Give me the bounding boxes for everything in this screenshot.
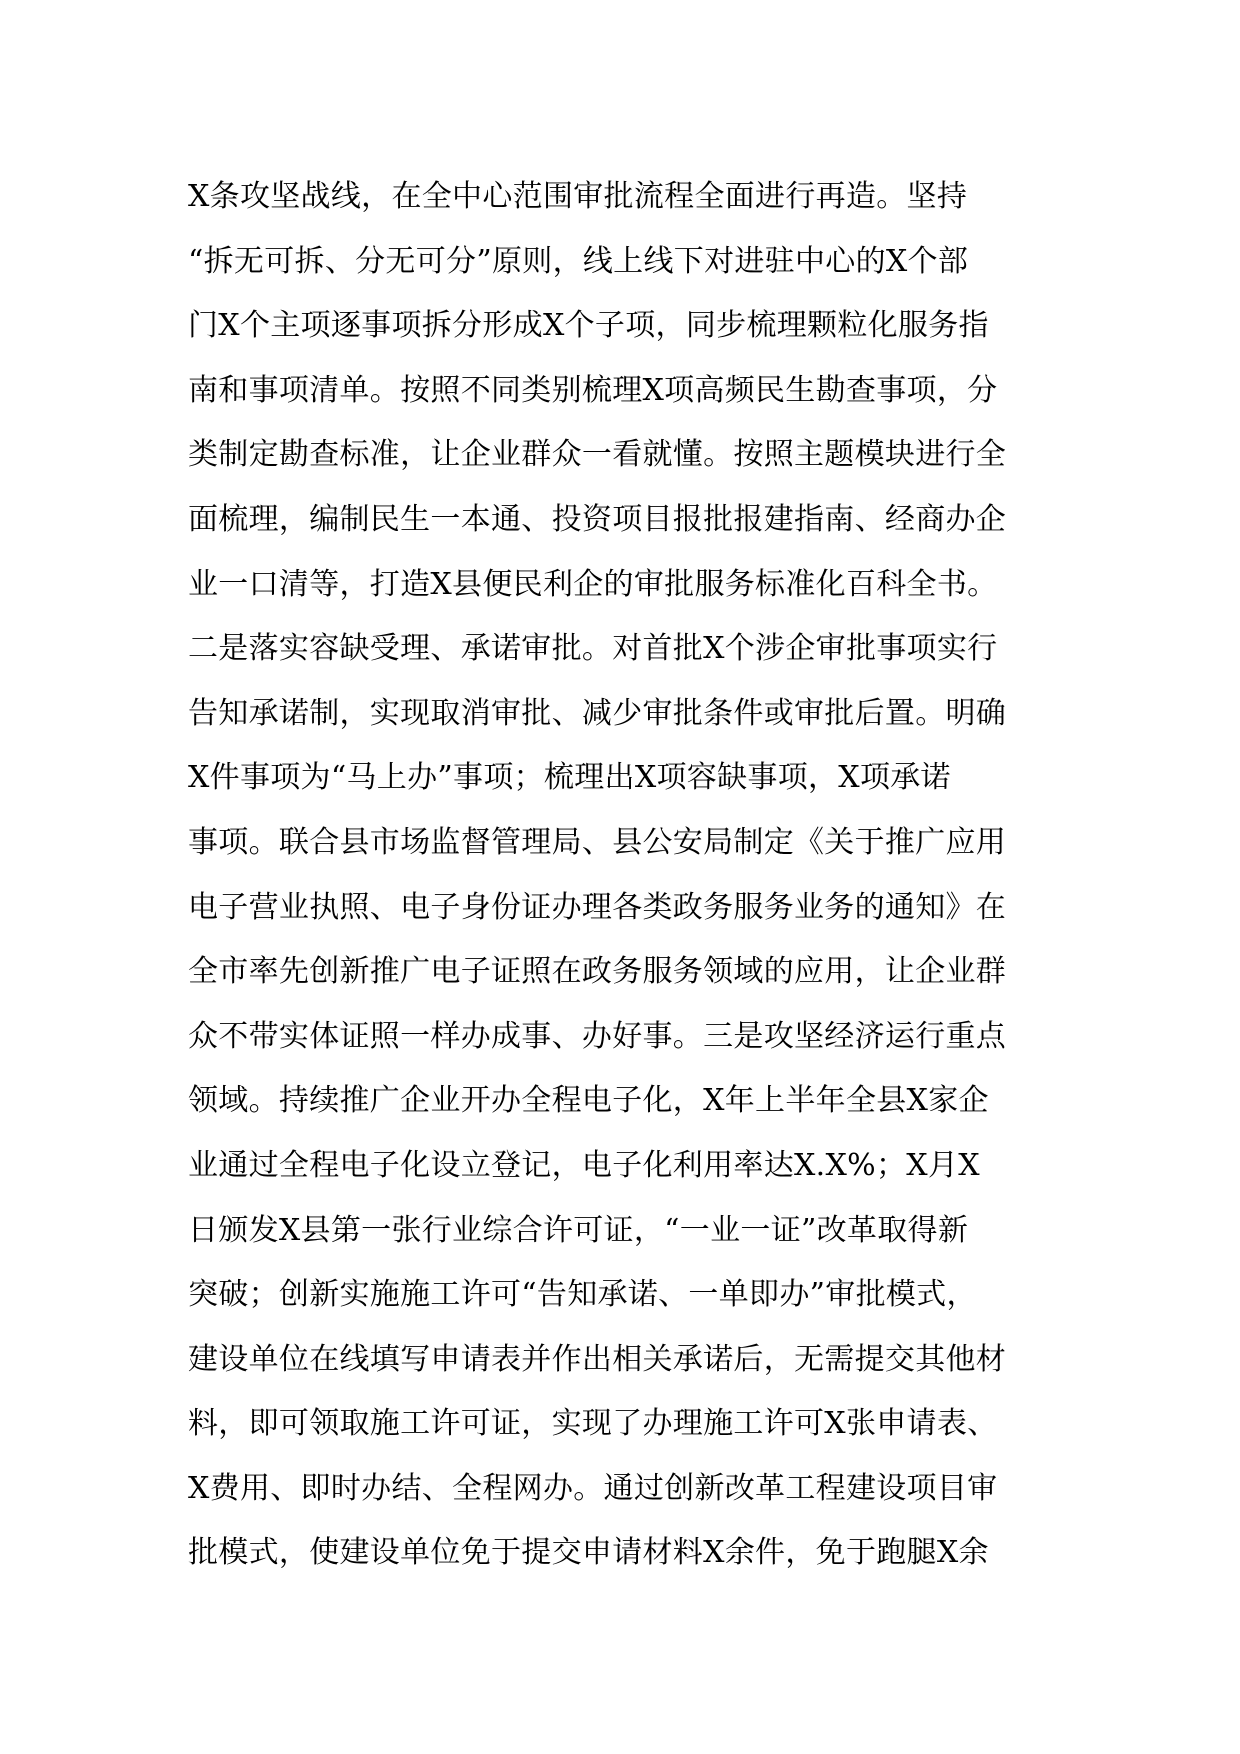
text-line: 全市率先创新推广电子证照在政务服务领域的应用，让企业群 [188,954,1007,990]
text-line: 建设单位在线填写申请表并作出相关承诺后，无需提交其他材 [188,1341,1007,1377]
text-line: 门X个主项逐事项拆分形成X个子项，同步梳理颗粒化服务指 [188,308,989,344]
text-line: X件事项为“马上办”事项；梳理出X项容缺事项，X项承诺 [188,760,951,796]
text-line: X费用、即时办结、全程网办。通过创新改革工程建设项目审 [188,1470,998,1506]
text-line: 料，即可领取施工许可证，实现了办理施工许可X张申请表、 [188,1406,998,1442]
text-line: 二是落实容缺受理、承诺审批。对首批X个涉企审批事项实行 [188,631,998,667]
text-line: 电子营业执照、电子身份证办理各类政务服务业务的通知》在 [188,889,1007,925]
text-line: “拆无可拆、分无可分”原则，线上线下对进驻中心的X个部 [188,243,969,279]
text-line: 业通过全程电子化设立登记，电子化利用率达X.X%；X月X [188,1147,980,1183]
text-line: 南和事项清单。按照不同类别梳理X项高频民生勘查事项，分 [188,372,998,408]
text-line: 日颁发X县第一张行业综合许可证，“一业一证”改革取得新 [188,1212,969,1248]
text-line: 告知承诺制，实现取消审批、减少审批条件或审批后置。明确 [188,695,1007,731]
body-text [188,165,1068,1586]
text-line: 业一口清等，打造X县便民利企的审批服务标准化百科全书。 [188,566,998,602]
text-line: 领域。持续推广企业开办全程电子化，X年上半年全县X家企 [188,1083,989,1119]
text-line: 突破；创新实施施工许可“告知承诺、一单即办”审批模式， [188,1277,977,1313]
text-line: 类制定勘查标准，让企业群众一看就懂。按照主题模块进行全 [188,437,1007,473]
text-line: 众不带实体证照一样办成事、办好事。三是攻坚经济运行重点 [188,1018,1007,1054]
text-line: 批模式，使建设单位免于提交申请材料X余件，免于跑腿X余 [188,1535,989,1571]
text-line: 面梳理，编制民生一本通、投资项目报批报建指南、经商办企 [188,501,1007,537]
text-line: X条攻坚战线，在全中心范围审批流程全面进行再造。坚持 [188,179,968,214]
text-line: 事项。联合县市场监督管理局、县公安局制定《关于推广应用 [188,824,1007,860]
